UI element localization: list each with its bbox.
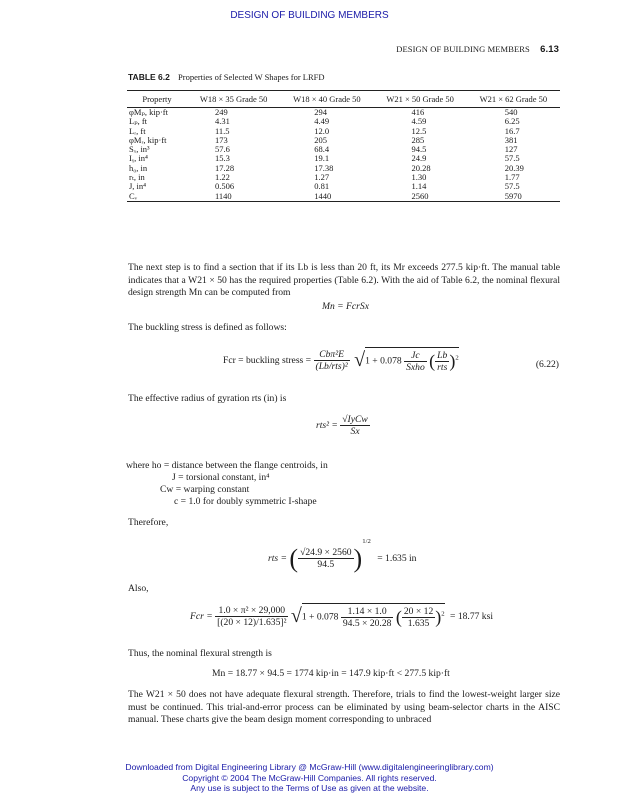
footer-download-link[interactable]: Downloaded from Digital Engineering Library @ McGraw-Hill (www.digitalengineeringlibrary.com): [125, 762, 494, 772]
paragraph-1: The next step is to find a section that if its Lb is less than 20 ft, its Mr exceeds 277.5 kip·ft. The manual table indicates that a W21 × 50 has the required properties (Table 6.2). With the aid of Table 6.2, the nominal flexural design strength Mn can be computed from: [128, 262, 560, 299]
eq-fcr-root-term: 1 + 0.078: [365, 355, 402, 367]
eq-f2-n2: 1.14 × 1.0: [341, 606, 394, 618]
eq-fcr-jc: Jc: [404, 350, 427, 362]
table-row: [127, 117, 560, 126]
value-cell: 4.59: [411, 116, 427, 127]
table-row: [127, 173, 560, 182]
footer-copyright: Copyright © 2004 The McGraw-Hill Companies. All rights reserved.: [182, 772, 437, 783]
value-cell: 1140: [187, 192, 280, 202]
value-cell: 381: [504, 134, 518, 145]
eq-f2-d3: 1.635: [407, 618, 430, 629]
table-caption: [128, 72, 325, 82]
property-cell: Cᵥ: [127, 192, 187, 202]
property-cell: Lₚ, ft: [129, 116, 148, 127]
table-row: [127, 164, 560, 173]
equation-number: (6.22): [535, 359, 559, 370]
paren-open-2: (: [395, 607, 402, 627]
eq-fcr-rts: rts: [437, 362, 448, 373]
table-body: [127, 108, 560, 202]
column-header: W21 × 62 Grade 50: [467, 91, 560, 108]
eq-rts2-result: = 1.635 in: [377, 553, 417, 565]
value-cell: 57.5: [504, 153, 520, 164]
property-cell: φMₚ, kip·ft: [129, 107, 168, 117]
value-cell: 12.5: [411, 125, 427, 136]
eq-rts-lhs: rts² =: [316, 420, 338, 431]
value-cell: 4.49: [314, 116, 330, 127]
eq-f2-fraction-3: [402, 606, 435, 629]
value-cell: 0.506: [215, 181, 235, 192]
table-row: [127, 127, 560, 136]
paren-close-2: ): [435, 607, 442, 627]
value-cell: 19.1: [314, 153, 330, 164]
page-number: 6.13: [540, 44, 559, 55]
value-cell: 416: [411, 107, 425, 117]
running-head-title: DESIGN OF BUILDING MEMBERS: [396, 44, 530, 54]
eq-fcr-numerator: Cbπ²E: [314, 349, 350, 361]
property-cell: φMᵣ, kip·ft: [129, 134, 167, 145]
running-head: [396, 44, 559, 55]
property-cell: rₜ, in: [129, 172, 145, 183]
table-row: [127, 182, 560, 191]
value-cell: 94.5: [411, 144, 427, 155]
value-cell: 20.39: [504, 162, 524, 173]
value-cell: 285: [411, 134, 425, 145]
value-cell: 12.0: [314, 125, 330, 136]
eq-f2-root-term: 1 + 0.078: [301, 611, 339, 623]
value-cell: 4.31: [215, 116, 230, 127]
value-cell: 57.6: [215, 144, 230, 155]
footer-terms-link[interactable]: Any use is subject to the Terms of Use as given at the website.: [190, 783, 429, 793]
eq-fcr-radicand: [365, 347, 459, 373]
paren-open-large: (: [289, 543, 299, 573]
footer: [0, 762, 619, 794]
value-cell: 5970: [467, 192, 560, 202]
paren-open: (: [429, 351, 436, 371]
exponent-2b: 2: [441, 610, 445, 618]
eq-fcr-lhs: Fcr = buckling stress =: [223, 354, 312, 366]
table-label: TABLE 6.2: [128, 72, 170, 82]
column-header: W18 × 35 Grade 50: [187, 91, 280, 108]
eq-rts-denominator: Sx: [350, 426, 360, 437]
eq-fcr-lb: Lb: [437, 350, 448, 361]
value-cell: 2560: [374, 192, 467, 202]
value-cell: 20.28: [411, 162, 431, 173]
table-title: Properties of Selected W Shapes for LRFD: [178, 72, 325, 82]
equation-rts: [316, 414, 370, 437]
equation-fcr-value: [190, 603, 493, 629]
where-line-4: c = 1.0 for doubly symmetric I-shape: [174, 496, 317, 507]
value-cell: 6.25: [504, 116, 520, 127]
eq-f2-denominator: [(20 × 12)/1.635]²: [217, 616, 287, 628]
value-cell: 205: [314, 134, 327, 145]
eq-rts2-numerator: √24.9 × 2560: [300, 547, 352, 559]
value-cell: 249: [215, 107, 228, 117]
eq-fcr-fraction: [314, 349, 350, 372]
value-cell: 0.81: [314, 181, 330, 192]
eq-f2-lhs: Fcr =: [190, 610, 213, 622]
eq-rts2-fraction: [298, 547, 353, 570]
table-row: [127, 192, 560, 202]
eq-f2-fraction-2: [341, 606, 394, 629]
where-line-2: J = torsional constant, in⁴: [172, 472, 270, 483]
value-cell: 1.27: [314, 172, 330, 183]
table-row: [127, 154, 560, 163]
equation-fcr: [223, 347, 459, 373]
paragraph-6: Thus, the nominal flexural strength is: [128, 648, 272, 659]
table-row: [127, 145, 560, 154]
value-cell: 173: [215, 134, 228, 145]
value-cell: 17.28: [215, 162, 235, 173]
eq-fcr-lb-fraction: [435, 350, 449, 373]
value-cell: 57.5: [504, 181, 520, 192]
column-header: Property: [127, 91, 187, 108]
value-cell: 68.4: [314, 144, 330, 155]
paren-close-large: ): [353, 543, 363, 573]
table-row: [127, 136, 560, 145]
value-cell: 540: [504, 107, 518, 117]
paragraph-4: Therefore,: [128, 517, 169, 528]
value-cell: 1.14: [411, 181, 427, 192]
value-cell: 16.7: [504, 125, 520, 136]
eq-f2-d2: 94.5 × 20.28: [342, 618, 392, 629]
value-cell: 17.38: [314, 162, 334, 173]
column-header: W18 × 40 Grade 50: [280, 91, 373, 108]
eq-f2-n3: 20 × 12: [403, 606, 434, 617]
value-cell: 127: [504, 144, 518, 155]
paragraph-2: The buckling stress is defined as follows:: [128, 322, 287, 333]
property-cell: J, in⁴: [129, 181, 147, 192]
eq-fcr-denominator: (Lb/rts)²: [315, 360, 348, 372]
top-banner: DESIGN OF BUILDING MEMBERS: [230, 10, 389, 21]
value-cell: 1.30: [411, 172, 427, 183]
property-cell: Iᵧ, in⁴: [129, 153, 148, 164]
sqrt-symbol: √: [354, 348, 366, 371]
column-header: W21 × 50 Grade 50: [374, 91, 467, 108]
table-header-row: [127, 91, 560, 108]
paragraph-5: Also,: [128, 583, 149, 594]
eq-f2-numerator: 1.0 × π² × 29,000: [215, 605, 288, 617]
value-cell: 1440: [280, 192, 373, 202]
value-cell: 24.9: [411, 153, 427, 164]
eq-rts-fraction: [340, 414, 370, 437]
paren-close: ): [449, 351, 456, 371]
value-cell: 294: [314, 107, 327, 117]
equation-final: Mn = 18.77 × 94.5 = 1774 kip·in = 147.9 kip·ft < 277.5 kip·ft: [212, 668, 450, 679]
property-cell: Lᵣ, ft: [129, 125, 146, 136]
eq-f2-fraction: [215, 605, 288, 628]
eq-fcr-jc-fraction: [404, 350, 427, 373]
where-line-3: Cw = warping constant: [160, 484, 250, 495]
eq-rts2-lhs: rts =: [268, 553, 288, 565]
equation-rts-value: [268, 538, 416, 574]
property-cell: Sₓ, in³: [129, 144, 150, 155]
sqrt-symbol-2: √: [290, 604, 302, 627]
eq-f2-result: = 18.77 ksi: [450, 610, 494, 622]
eq-fcr-sxho: Sxho: [406, 362, 425, 373]
table-row: [127, 108, 560, 118]
property-cell: h₀, in: [129, 162, 148, 173]
where-line-1: where ho = distance between the flange centroids, in: [126, 460, 328, 471]
eq-f2-radicand: [302, 603, 445, 629]
equation-mn: Mn = FcrSx: [322, 301, 369, 312]
value-cell: 1.77: [504, 172, 520, 183]
value-cell: 1.22: [215, 172, 230, 183]
eq-rts2-denominator: 94.5: [317, 559, 335, 571]
properties-table: [127, 90, 560, 202]
paragraph-7: The W21 × 50 does not have adequate flexural strength. Therefore, trials to find the lowest-weight larger size must be continued. This trial-and-error process can be eliminated by using beam-selector charts in the AISC manual. These charts give the beam design moment corresponding to unbraced: [128, 689, 560, 726]
exponent-2: 2: [455, 354, 459, 362]
value-cell: 11.5: [215, 125, 230, 136]
eq-rts2-exponent: 1/2: [362, 538, 371, 545]
paragraph-3: The effective radius of gyration rts (in) is: [128, 393, 287, 404]
value-cell: 15.3: [215, 153, 230, 164]
eq-rts-numerator: √IyCw: [342, 414, 368, 425]
